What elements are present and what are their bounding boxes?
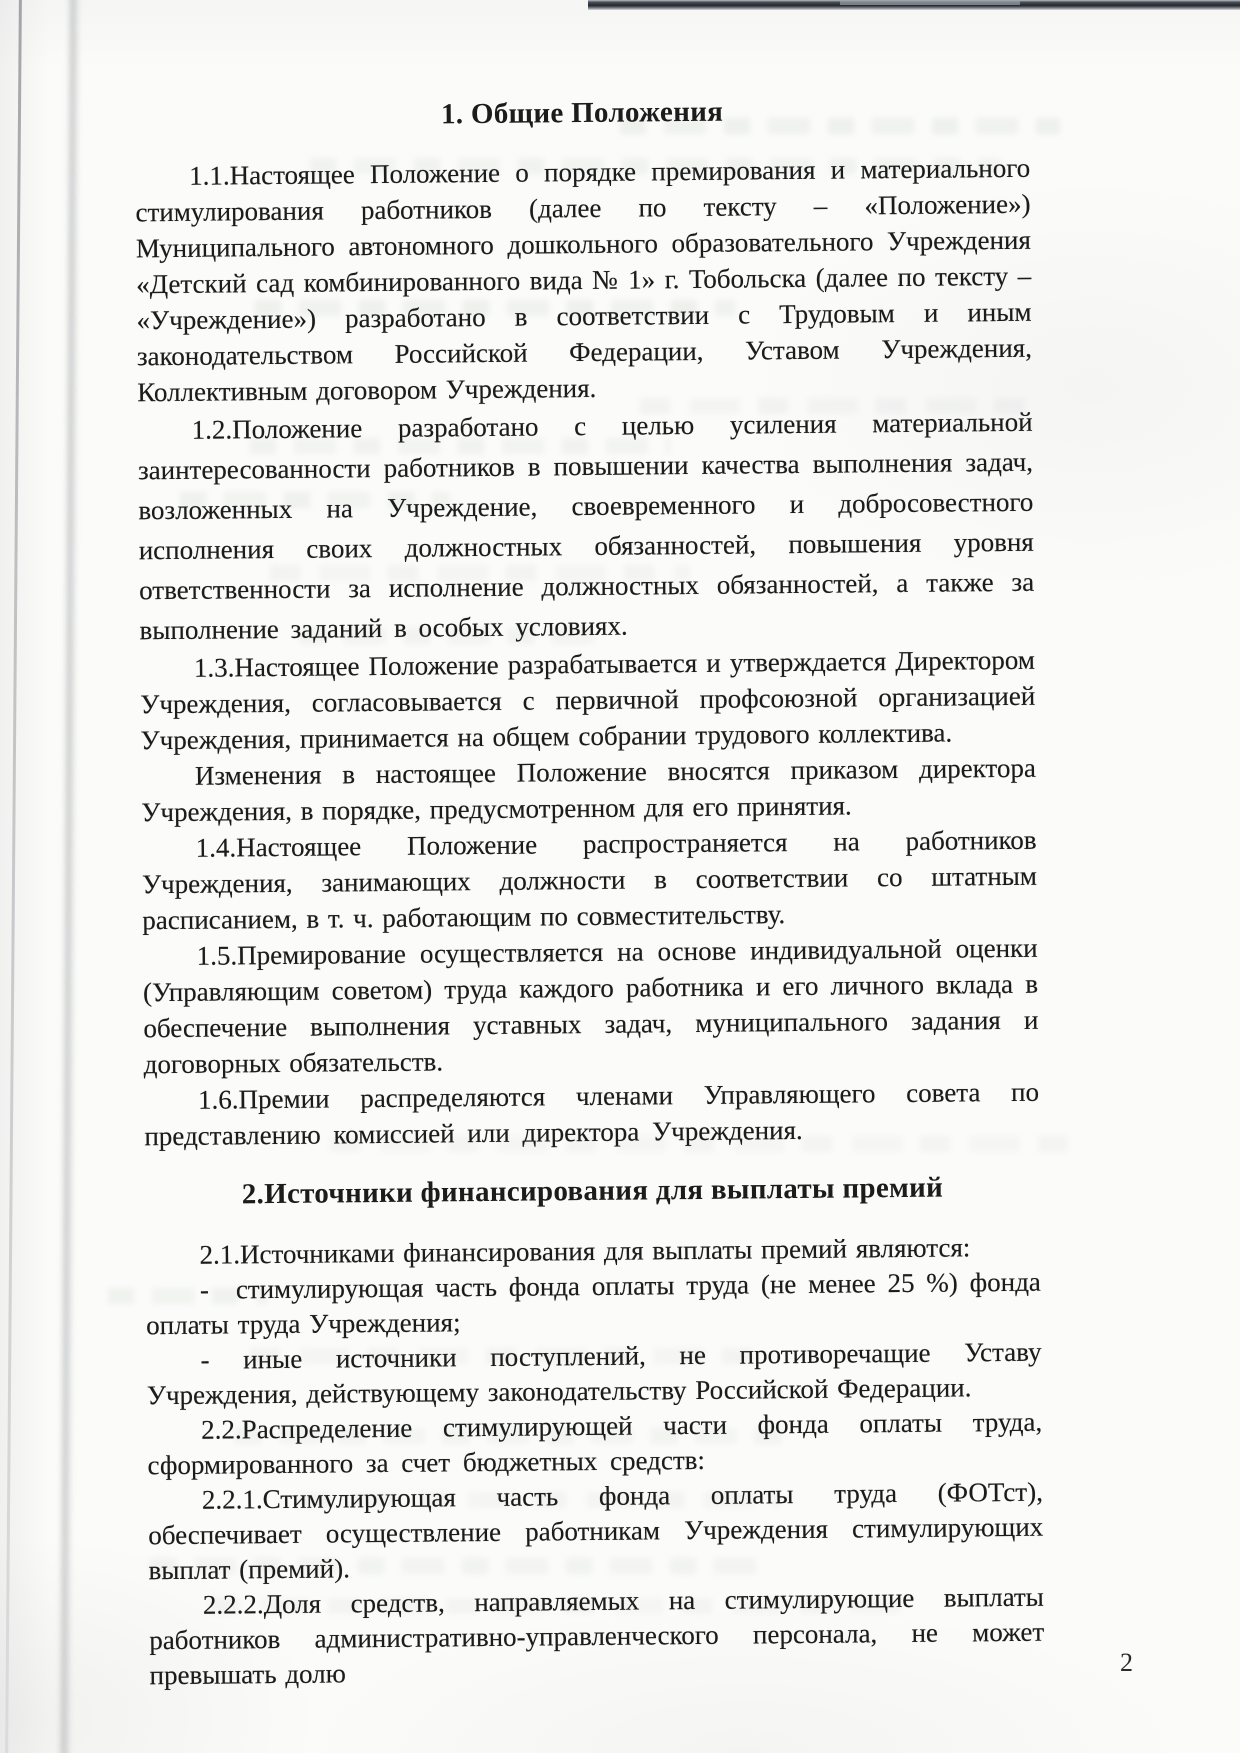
paragraph-1-3-continuation: Изменения в настоящее Положение вносятся приказом директора Учреждения, в порядке, предусмотренном для его принятия. (141, 752, 1037, 828)
list-item-dash-2: - иные источники поступлений, не противоречащие Уставу Учреждения, действующему законодательству Российской Федерации. (146, 1336, 1042, 1411)
list-item-dash-1: - стимулирующая часть фонда оплаты труда (не менее 25 %) фонда оплаты труда Учреждения; (146, 1266, 1041, 1341)
paragraph-2-1: 2.1.Источниками финансирования для выплаты премий являются: (199, 1232, 971, 1270)
paragraph-1-1: 1.1.Настоящее Положение о порядке премирования и материального стимулирования работников (далее по тексту – «Положение») Муниципального автономного дошкольного образовательного Учреждения «Детский сад комбинированного вида № 1» г. Тобольска (далее по тексту – «Учреждение») разработано в соответствии с Трудовым и иным законодательством Российской Федерации, Уставом Учреждения, Коллективным договором Учреждения. (135, 152, 1033, 408)
paragraph-1-5: 1.5.Премирование осуществляется на основе индивидуальной оценки (Управляющим советом) труда каждого работника и его личного вклада в обеспечение выполнения уставных задач, муниципального задания и договорных обязательств. (142, 932, 1039, 1080)
page-number: 2 (1120, 1648, 1133, 1677)
paragraph-1-3: 1.3.Настоящее Положение разрабатывается и утверждается Директором Учреждения, согласовывается с первичной профсоюзной организацией Учреждения, принимается на общем собрании трудового коллектива. (140, 644, 1036, 756)
paragraph-1-6: 1.6.Премии распределяются членами Управляющего совета по представлению комиссией или директора Учреждения. (144, 1076, 1040, 1152)
paragraph-1-4: 1.4.Настоящее Положение распространяется на работников Учреждения, занимающих должности в соответствии со штатным расписанием, в т. ч. работающим по совместительству. (141, 824, 1038, 936)
paragraph-2-2: 2.2.Распределение стимулирующей части фонда оплаты труда, сформированного за счет бюджетных средств: (147, 1406, 1043, 1481)
paragraph-2-2-1: 2.2.1.Стимулирующая часть фонда оплаты труда (ФОТст), обеспечивает осуществление работникам Учреждения стимулирующих выплат (премий). (148, 1476, 1044, 1586)
paragraph-2-2-2: 2.2.2.Доля средств, направляемых на стимулирующие выплаты работников административно-управленческого персонала, не может превышать долю (149, 1581, 1045, 1691)
paragraph-1-2: 1.2.Положение разработано с целью усиления материальной заинтересованности работников в повышении качества выполнения задач, возложенных на Учреждение, своевременного и добросовестного исполнения своих должностных обязанностей, повышения уровня ответственности за исполнение должностных обязанностей, а также за выполнение заданий в особых условиях. (137, 406, 1035, 646)
section-heading-funding-sources: 2.Источники финансирования для выплаты премий (241, 1171, 944, 1211)
section-heading-general-provisions: 1. Общие Положения (440, 95, 724, 131)
document-text-block (134, 0, 1045, 1693)
